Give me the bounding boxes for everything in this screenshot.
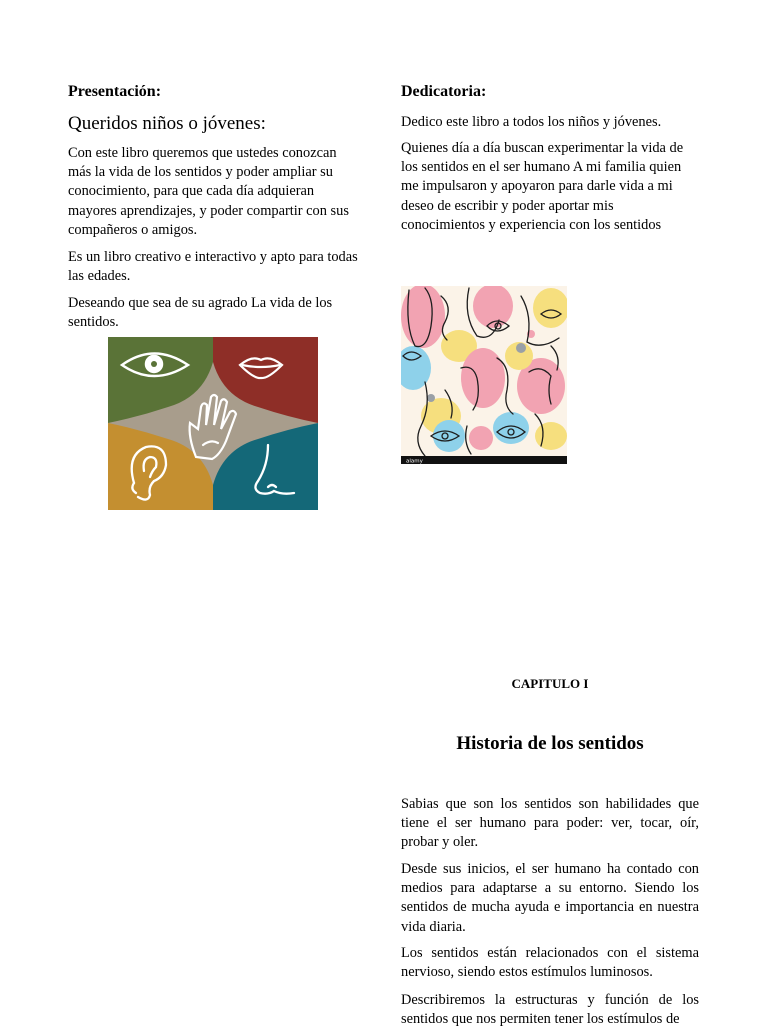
presentation-paragraph-1: Con este libro queremos que ustedes conozcan más la vida de los sentidos y poder ampliar su conocimiento, para que cada día adquieran mayores aprendizajes, y poder compartir con sus compañeros o amigos.	[68, 145, 349, 238]
presentation-paragraph-3: Deseando que sea de su agrado La vida de los sentidos.	[68, 295, 333, 331]
chapter-paragraph-3: Los sentidos están relacionados con el sistema nervioso, siendo estos estímulos luminosos.	[401, 945, 699, 981]
chapter-title: Historia de los sentidos	[456, 733, 644, 754]
presentation-subtitle: Queridos niños o jóvenes:	[68, 113, 266, 134]
watermark-label: alamy	[406, 458, 423, 464]
chapter-paragraph-4: Describiremos la estructuras y función de los sentidos que nos permiten tener los estímulos de	[401, 992, 699, 1028]
dedication-paragraph-1: Dedico este libro a todos los niños y jóvenes.	[401, 114, 662, 130]
five-senses-illustration	[108, 337, 318, 510]
chapter-paragraph-2: Desde sus inicios, el ser humano ha contado con medios para adaptarse a su entorno. Siendo los sentidos de mucha ayuda e importancia en nuestra vida diaria.	[401, 861, 699, 935]
presentation-paragraph-2: Es un libro creativo e interactivo y apto para todas las edades.	[68, 249, 358, 285]
chapter-label: CAPITULO I	[511, 676, 589, 691]
abstract-faces-pattern	[401, 286, 567, 464]
presentation-heading: Presentación:	[68, 83, 162, 100]
chapter-paragraph-1: Sabias que son los sentidos son habilidades que tiene el ser humano para poder: ver, tocar, oír, probar y oler.	[401, 796, 699, 851]
dedication-paragraph-2: Quienes día a día buscan experimentar la vida de los sentidos en el ser humano A mi familia quien me impulsaron y apoyaron para darle vida a mi deseo de escribir y poder aportar mis conocimientos y experiencia con los sentidos	[401, 140, 684, 233]
dedication-heading: Dedicatoria:	[401, 83, 487, 100]
